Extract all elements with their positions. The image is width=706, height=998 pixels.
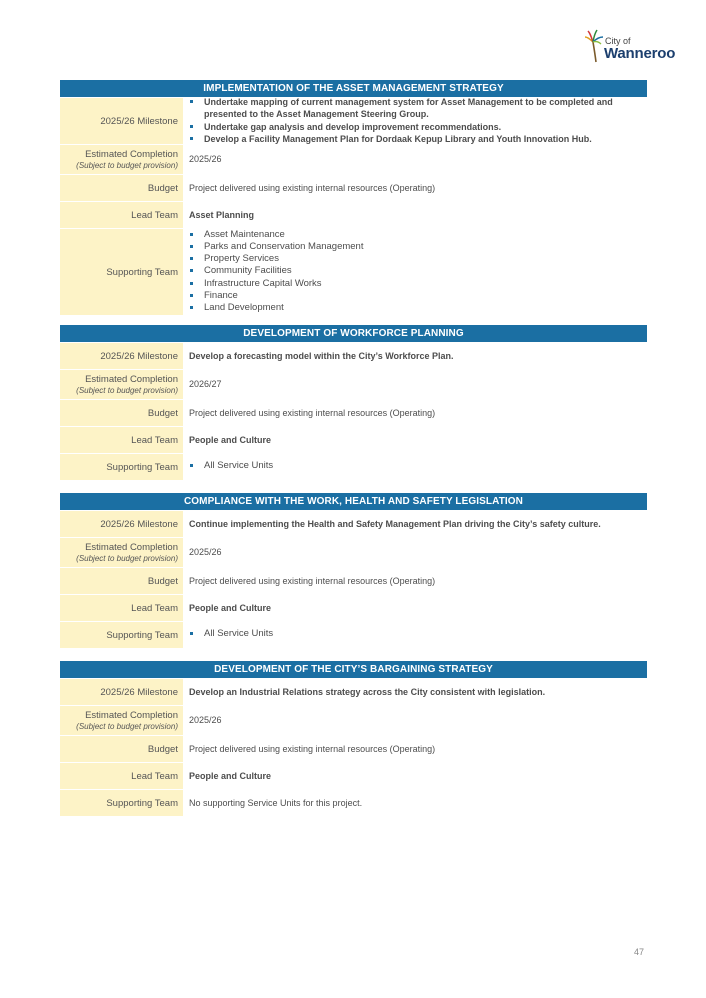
budget-row <box>60 735 647 762</box>
supporting-row <box>60 621 647 648</box>
list-item: Infrastructure Capital Works <box>189 278 647 290</box>
milestone-label: 2025/26 Milestone <box>100 686 178 698</box>
list-item: Asset Maintenance <box>189 229 647 241</box>
supporting-label: Supporting Team <box>106 629 178 641</box>
completion-label: Estimated Completion <box>85 710 178 721</box>
completion-sublabel: (Subject to budget provision) <box>76 161 178 170</box>
supporting-label: Supporting Team <box>106 797 178 809</box>
section-workforce-planning <box>60 325 647 480</box>
lead-label: Lead Team <box>131 602 178 614</box>
completion-label: Estimated Completion <box>85 374 178 385</box>
budget-label: Budget <box>147 743 178 755</box>
supporting-row <box>60 789 647 816</box>
list-item: All Service Units <box>189 460 647 472</box>
list-item: Undertake mapping of current management system for Asset Management to be completed and presented to the Asset Management Steering Group. <box>189 96 647 120</box>
section-title: COMPLIANCE WITH THE WORK, HEALTH AND SAFETY LEGISLATION <box>60 493 647 510</box>
section-title: IMPLEMENTATION OF THE ASSET MANAGEMENT STRATEGY <box>60 80 647 97</box>
milestone-value: Develop a forecasting model within the City’s Workforce Plan. <box>189 350 454 361</box>
list-item: Property Services <box>189 253 647 265</box>
milestone-row <box>60 678 647 705</box>
budget-row <box>60 174 647 201</box>
budget-row <box>60 567 647 594</box>
lead-label: Lead Team <box>131 209 178 221</box>
budget-value: Project delivered using existing internal resources (Operating) <box>189 407 436 418</box>
budget-row <box>60 399 647 426</box>
completion-row <box>60 537 647 567</box>
budget-label: Budget <box>147 182 178 194</box>
completion-value: 2025/26 <box>189 547 222 557</box>
completion-value: 2026/27 <box>189 379 222 389</box>
lead-value: People and Culture <box>189 434 272 445</box>
lead-value: People and Culture <box>189 602 272 613</box>
lead-label: Lead Team <box>131 770 178 782</box>
logo-name-text: Wanneroo <box>604 45 676 62</box>
supporting-list <box>189 229 647 314</box>
completion-row <box>60 369 647 399</box>
logo-city-text: City of <box>605 36 631 46</box>
completion-label: Estimated Completion <box>85 149 178 160</box>
list-item: All Service Units <box>189 628 647 640</box>
supporting-value: No supporting Service Units for this project. <box>189 797 363 808</box>
completion-row <box>60 144 647 174</box>
budget-value: Project delivered using existing internal resources (Operating) <box>189 743 436 754</box>
supporting-label: Supporting Team <box>106 461 178 473</box>
budget-value: Project delivered using existing internal resources (Operating) <box>189 182 436 193</box>
lead-value: People and Culture <box>189 770 272 781</box>
section-title: DEVELOPMENT OF WORKFORCE PLANNING <box>60 325 647 342</box>
milestone-label: 2025/26 Milestone <box>100 115 178 127</box>
list-item: Undertake gap analysis and develop improvement recommendations. <box>189 121 647 133</box>
milestone-label: 2025/26 Milestone <box>100 518 178 530</box>
section-bargaining-strategy <box>60 661 647 816</box>
page-number: 47 <box>634 947 645 957</box>
budget-label: Budget <box>147 407 178 419</box>
completion-row <box>60 705 647 735</box>
list-item: Parks and Conservation Management <box>189 241 647 253</box>
milestone-value: Continue implementing the Health and Safety Management Plan driving the City’s safety culture. <box>189 518 601 529</box>
milestone-list <box>189 96 647 145</box>
completion-sublabel: (Subject to budget provision) <box>76 554 178 563</box>
list-item: Develop a Facility Management Plan for Dordaak Kepup Library and Youth Innovation Hub. <box>189 133 647 145</box>
section-title: DEVELOPMENT OF THE CITY’S BARGAINING STRATEGY <box>60 661 647 678</box>
list-item: Community Facilities <box>189 265 647 277</box>
lead-row <box>60 201 647 228</box>
completion-label: Estimated Completion <box>85 542 178 553</box>
section-whs-compliance <box>60 493 647 648</box>
milestone-value: Develop an Industrial Relations strategy across the City consistent with legislation. <box>189 686 546 697</box>
completion-sublabel: (Subject to budget provision) <box>76 722 178 731</box>
supporting-row <box>60 228 647 315</box>
lead-row <box>60 594 647 621</box>
list-item: Finance <box>189 290 647 302</box>
lead-label: Lead Team <box>131 434 178 446</box>
lead-value: Asset Planning <box>189 209 255 220</box>
lead-row <box>60 762 647 789</box>
lead-row <box>60 426 647 453</box>
supporting-row <box>60 453 647 480</box>
milestone-row <box>60 510 647 537</box>
city-logo <box>585 28 675 64</box>
supporting-list <box>189 460 647 472</box>
completion-value: 2025/26 <box>189 154 222 164</box>
milestone-row <box>60 342 647 369</box>
supporting-label: Supporting Team <box>106 266 178 278</box>
milestone-label: 2025/26 Milestone <box>100 350 178 362</box>
supporting-list <box>189 628 647 640</box>
budget-label: Budget <box>147 575 178 587</box>
list-item: Land Development <box>189 302 647 314</box>
completion-sublabel: (Subject to budget provision) <box>76 386 178 395</box>
budget-value: Project delivered using existing internal resources (Operating) <box>189 575 436 586</box>
completion-value: 2025/26 <box>189 715 222 725</box>
section-asset-management <box>60 80 647 315</box>
milestone-row <box>60 97 647 144</box>
